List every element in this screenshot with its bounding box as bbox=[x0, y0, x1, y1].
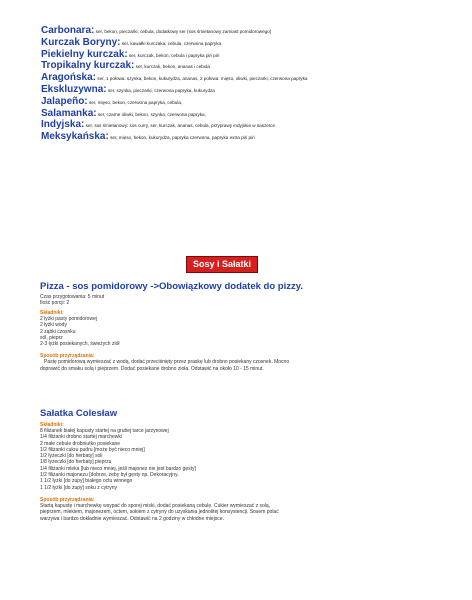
pizza-desc: ser, sos śmietanowy: sos curry, ser, kurczak, ananas, cebula, przyprawy indyjskie w saszetce bbox=[85, 123, 275, 129]
pizza-desc: ser, szynka, pieczarki, czerwona papryka, kukurydza bbox=[107, 87, 215, 93]
pizza-item bbox=[41, 96, 441, 107]
pizza-item bbox=[41, 60, 441, 71]
pizza-name: Meksykańska: bbox=[41, 131, 109, 143]
pizza-name: Indyjska: bbox=[41, 119, 85, 131]
recipe-tomato-sauce bbox=[40, 281, 440, 372]
pizza-name: Salamanka: bbox=[41, 107, 97, 119]
recipe-coleslaw bbox=[40, 408, 440, 522]
pizza-item bbox=[41, 84, 441, 95]
preparation-text: pieprzem, mlekiem, majonezem, octem, sokiem z cytryny do uzyskania jednolitej konsystencji. Sosem polać bbox=[40, 509, 279, 516]
pizza-name: Tropikalny kurczak: bbox=[41, 60, 135, 72]
pizza-name: Jalapeño: bbox=[41, 95, 88, 107]
pizza-name: Ekskluzywna: bbox=[41, 83, 107, 95]
pizza-item bbox=[41, 131, 441, 142]
pizza-name: Piekielny kurczak: bbox=[41, 48, 128, 60]
pizza-desc: ser, kawałki kurczaka, cebula, czerwona papryka bbox=[121, 40, 222, 46]
preparation-text: Startą kapustę i marchewkę wsypać do sporej miski, dodać posiekaną cebulę. Cukier wymieszać z solą, bbox=[40, 502, 271, 509]
ingredient-item: 2 łyżki wody bbox=[40, 322, 67, 329]
ingredients-label: Składniki: bbox=[40, 310, 64, 316]
pizza-desc: ser, mięso, bekon, czerwona papryka, cebula, bbox=[88, 99, 183, 105]
ingredient-item: 2 ząbki czosnku bbox=[40, 328, 76, 335]
recipe-title: Sałatka Colesław bbox=[40, 408, 118, 419]
ingredient-item: 2 łyżki pasty pomidorowej bbox=[40, 316, 97, 322]
ingredient-item: 1/2 filiżanki cukru pudru [może być nieco mniej] bbox=[40, 446, 145, 453]
preparation-text: Pastę pomidorową wymieszać z wodą, dodać przeciśnięty przez praskę lub drobno posiekany czosnek. Mocno bbox=[44, 359, 290, 366]
ingredient-item: 8 filiżanek białej kapusty startej na grubej tarce jarzynowej bbox=[40, 428, 169, 434]
pizza-name: Aragońska: bbox=[41, 72, 97, 84]
preparation-text: warzywa i bardzo dokładnie wymieszać. Odstawić na 2 godziny w chłodne miejsce. bbox=[40, 515, 224, 522]
ingredient-item: 1/8 łyżeczki [do herbaty] pieprzu bbox=[40, 459, 112, 466]
ingredients-label: Składniki: bbox=[40, 422, 64, 428]
pizza-desc: ser, kurczak, bekon, ananas i cebula bbox=[135, 64, 210, 70]
ingredient-item: 2-3 łyżki posiekanych, świeżych ziół bbox=[40, 341, 120, 348]
pizza-item bbox=[41, 37, 441, 48]
preparation-text: doprawić do smaku solą i pieprzem. Dodać posiekane drobno zioła. Odstawić na około 10 - 15 minut. bbox=[40, 365, 264, 372]
pizza-desc: ser, bekon, pieczarki, cebula, dodatkowy ser (sos śmietanowy zamiast pomidorowego) bbox=[95, 29, 272, 34]
pizza-item bbox=[41, 25, 441, 36]
ingredient-item: 1/4 filiżanki mleka [lub nieco mniej, jeśli majonez nie jest bardzo gęsty] bbox=[40, 465, 196, 472]
pizza-item bbox=[41, 119, 441, 130]
recipe-title: Pizza - sos pomidorowy ->Obowiązkowy dodatek do pizzy. bbox=[40, 281, 303, 292]
preparation-label: Sposób przyrządzania: bbox=[40, 496, 95, 503]
ingredient-item: 2 małe cebule drobniutko posiekane bbox=[40, 440, 121, 447]
pizza-desc: ser, 1 połowa: szynka, bekon, kukurydza, ananas, 2 połowa: mięso, oliwki, pieczarki, czerwona papryka bbox=[97, 76, 308, 82]
pizza-desc: ser, mięso, bekon, kukurydza, papryka czerwona, papryka extra piri piri bbox=[110, 135, 255, 141]
portions: Ilość porcji: 2 bbox=[40, 300, 70, 306]
ingredient-item: 1 1/2 łyżki [do zupy] soku z cytryny bbox=[40, 484, 117, 491]
pizza-name: Kurczak Boryny: bbox=[41, 36, 121, 48]
pizza-item bbox=[41, 72, 441, 83]
ingredient-item: 1/2 filiżanki majonezu [dobrze, żeby był gęsty np. Dekoracyjny. bbox=[40, 472, 179, 479]
section-header: Sosy i Sałatki bbox=[186, 256, 258, 273]
pizza-name: Carbonara: bbox=[41, 25, 95, 36]
pizza-item bbox=[41, 108, 441, 119]
prep-time: Czas przygotowania: 5 minut bbox=[40, 294, 105, 300]
pizza-item bbox=[41, 49, 441, 60]
pizza-list bbox=[41, 25, 441, 143]
ingredient-item: 1/2 łyżeczki [do herbaty] soli bbox=[40, 453, 103, 460]
ingredient-item: sól, pieprz bbox=[40, 334, 63, 341]
pizza-desc: ser, czarne oliwki, bekon, szynka, czerwona papryka, bbox=[97, 111, 206, 117]
ingredient-item: 1/4 filiżanki drobno startej marchewki bbox=[40, 434, 122, 441]
preparation-label: Sposób przyrządzania: bbox=[40, 353, 95, 360]
ingredient-item: 1 1/2 łyżki [do zupy] białego octu winnego bbox=[40, 478, 133, 485]
pizza-desc: ser, kurczak, bekon, cebula i papryka piri piri bbox=[129, 52, 220, 58]
